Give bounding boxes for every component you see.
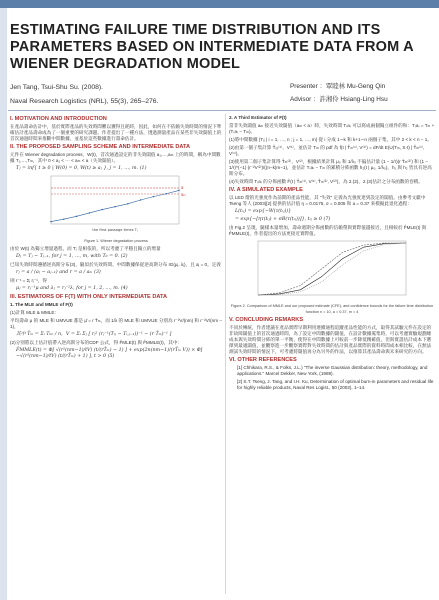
figure-2-caption: Figure 2. Comparison of MMLE and our proposed estimate (CFE), and confidence bounds for the failure time distribution function n = 10, a = 0.37, m = 4 xyxy=(230,304,434,314)
equation-7: = exp{−[ητ(tᵢⱼ) + σB(τ(tᵢⱼ))]}, tᵢⱼ ≥ 0 (7) xyxy=(235,217,331,222)
sampling-text-3: 已知失效時間遵循逆高斯分布(3)，隨似於失效時間、中間數據保從逆高斯分布 IG(μⱼ, λⱼ)，且 aⱼ = 0。定義 xyxy=(10,262,221,267)
equation-2: Dⱼ = Tⱼ − Tⱼ₋₁, for j = 1, …, m, with T₀ = 0. (2) xyxy=(16,254,128,259)
cdf-comparison-chart xyxy=(252,239,412,301)
mle-step-2: (2)分別將以上估計值帶入逆高斯分布的CDF 公式，得 F̂MLE(t) 與 F̂MMLE(t)，其中： xyxy=(10,340,183,345)
chart-frame xyxy=(51,176,179,224)
advisor-label: Advisor ：許湘伶 Hsiang-Ling Hsu xyxy=(290,96,388,103)
degradation-point xyxy=(102,209,103,210)
mle-step-1-detail: 平均壽命 μ 的 MLE 和 UMVUE 都是 μ̂ = r T̄ₘ，而 1/λ 的 MLE 和 UMVUE 分別為 r⁻²V/(nm) 和 r⁻²V/(nm − 1)， xyxy=(10,318,222,329)
simulation-text: 以 LED 燈的光強度作為前期的產品性能，其 "失效" 定義為光強度達到設定的閾值。由參考文獻中 Tseng 等人 (2003)[2] 提供的估計值 η = 0.0175, σ = 0.005 和 a = 0.37 來模擬此退化過程： xyxy=(229,195,426,206)
section-title-references: VI. OTHER REFERENCES xyxy=(229,357,297,363)
reference-journal: Naval Research Logistics (NRL), 55(3), 265–276. xyxy=(10,98,159,105)
equation-5: F̂MMLE(t) = Φ[ √(r²(nm−1)/tV) (t/(rT̄ₘ) − 1) ] + exp(2n(nm−1)/(rT̄ₘ V)) × Φ[ −√(r²(nm−1)/tV) (t/(rT̄ₘ) + 1) ], t > 0 (5) xyxy=(16,348,203,359)
reference-1: [1] Chhikara, R.S., & Folks, J.L.) "The inverse Gaussian distribution: theory, methodology, and applications." Marcel Dekker, New York, (1989). xyxy=(237,365,428,376)
wiener-process-chart xyxy=(41,174,191,236)
degradation-point xyxy=(76,216,77,217)
section-title-conclusion: V. CONCLUDING REMARKS xyxy=(229,317,304,323)
degradation-point xyxy=(153,196,154,197)
equation-4: μⱼ = rⱼ⁻¹μ and λⱼ = rⱼ⁻²λ, for j = 1, 2, …, m. (4) xyxy=(16,286,128,291)
reference-authors: Jen Tang, Tsui-Shu Su. (2008). xyxy=(10,84,104,91)
left-accent-bar xyxy=(0,8,7,600)
third-estimator-intro: 當非失效閾值 aₘ 接近失效閾值（aₘ < a）時，失效時間 T₍a₎ 可以寫成兩個獨立組件的和：T₍a₎ = Tₘ + (T₍a₎ − Tₘ)。 xyxy=(229,123,435,134)
mle-step-1: (1)計算 MLE & MMLE： xyxy=(10,310,60,315)
subsection-mle: 1. The MLE and MMLE of F(t) xyxy=(10,302,73,307)
third-estimator-step-4: (4)失效時間 T₍a₎ 的分佈函數 F̂(t | T̂ₘ⁽¹⁾, V⁽¹⁾, T̂ₘ⁽²⁾, V⁽²⁾)，為 2.(2)、2.(3)估計之分布函數的卷積。 xyxy=(229,179,423,184)
degradation-point xyxy=(127,203,128,204)
equation-6: L(tᵢⱼ) = exp{−W(τ(tᵢⱼ))} xyxy=(235,209,292,214)
chart1-xlabel: the first passage times Tⱼ xyxy=(92,228,138,232)
section-title-sampling: II. THE PROPOSED SAMPLING SCHEME AND INTERMEDIATE DATA xyxy=(10,144,191,150)
right-column xyxy=(229,114,435,598)
degradation-point xyxy=(178,190,179,191)
threshold-label-a: a xyxy=(181,185,184,190)
sampling-text-4: 則 r⁻¹ = Σⱼ rⱼ⁻¹，得 xyxy=(10,278,47,283)
poster-title: ESTIMATING FAILURE TIME DISTRIBUTION AND ITS PARAMETERS BASED ON INTERMEDIATE DATA FROM A WIENER DEGRADATION MODEL xyxy=(10,22,414,72)
conclusion-text: 不同於傳統，作者建議在產品實際早期利用連續通程追蹤產品性能的方式，取得其試驗元件在設定的非故障閾值上的首次通過時間，為了設定中間數據的閾值，在設計數據蒐集時，可以考慮實驗規劃總成本與失效時間分佈的單一平衡，使得在中間數據上可較前一步降低精確值，但與實證估計成本下選擇到最適閾值，並觀察進一步觀察實際對失效時間的估計與產品實際的資料時間成本相比較，在無法測試失效時間的情況下，可考慮將閾值再分為另外的作法，以推算其產品壽命與未來研究的方向。 xyxy=(229,325,432,354)
third-estimator-step-3: (3)使用第二個子集計算得 T̂ₘ⁽²⁾、V⁽²⁾，根據結果計算 μ₀ 和 1/λ₀ 不偏估計量 (1 − 1/r)(r T̄ₘ⁽²⁾) 和 (1 − 1/r)^(−1) (r⁻²V⁽²⁾)/((n−k)m−1)，並估計 T₍a₎ − Tₘ 的累積分佈函數 h₂(t | μ₀, 1/λ₀)，h₁ 與 h₂ 皆具有逆高斯分布。 xyxy=(229,159,432,176)
mle-statistics: 其中 T̄ₘ = Σᵢ Tₘᵢ / n，V = Σᵢ Σⱼ [ rⱼ² (rⱼ⁻¹(Tᵢⱼ − Tᵢ,ⱼ₋₁))⁻¹ − (r T̄ₘ)⁻¹ ] xyxy=(16,332,172,337)
figure-1-caption: Figure 1. Wiener degradation process xyxy=(84,239,148,243)
equation-3: rⱼ = a / (aⱼ − aⱼ₋₁) and r = a / aₘ (3) xyxy=(16,270,101,275)
degradation-point xyxy=(50,221,51,222)
reference-2: [2] S.T. Tseng, J. Tang, and I.H. Ku, Determination of optimal burn-in parameters and residual life for highly reliable products, Naval Res Logist., 50 (2003), 1–14. xyxy=(237,379,434,390)
degradation-point xyxy=(89,212,90,213)
equation-1: Tⱼ = inf{ t ≥ 0 | W(0) = 0, W(t) ≥ aⱼ }, j = 1, …, m. (1) xyxy=(16,166,147,171)
sampling-text: 元件在 Wiener degradation process，W(t)，首次通過設定的非失效閾值 a₁,…,aₘ 上的時間，稱為中間數據 T₁,…,Tₘ，其中 0 < a₁ < ⋯ < aₘ < a（失效閾值）。 xyxy=(10,152,221,163)
sampling-text-2: 由於 W(t) 為獨立增量過程，而 Tⱼ 是相依的，所以考慮了平穩且獨立的增量 xyxy=(10,246,161,251)
subsection-third-estimator: 2. A Third Estimator of F(t) xyxy=(229,115,287,120)
section-title-motivation: I. MOTIVATION AND INTRODUCTION xyxy=(10,116,107,122)
column-divider xyxy=(225,114,226,594)
motivation-text: 在產品壽命估計中，基於實際產品的失效時間難以獲得且耗時，因此，如何在不依賴失效時間的情況下準確估計產品壽命成為了一個重要的研究課題。作者提出了一種方法，透過測量產品在某些非失效閾值上的首次通過時間來推斷中間數據，並基於這些數據進行壽命估計。 xyxy=(10,124,222,141)
third-estimator-step-1: (1)將中間數據 {Tᵢⱼ | i = 1, …, n ; j = 1, …, m} 從 i 分成 1∼k 和 k+1∼n 兩個子集，其中 2 < k < n − 1。 xyxy=(229,137,432,142)
top-accent-bar xyxy=(0,0,439,8)
degradation-path-line xyxy=(51,190,179,221)
section-title-simulation: IV. A SIMULATED EXAMPLE xyxy=(229,187,303,193)
degradation-point xyxy=(166,193,167,194)
threshold-label-am: aₘ xyxy=(181,192,186,197)
third-estimator-step-2: (2)由第一個子集計算 T̂₍ᵢ₎⁽¹⁾、V⁽¹⁾，並估計 Tₘ 的 pdf 為 f(t | T̂ₘ⁽¹⁾, V⁽¹⁾) = dF/dt E(U(Tₘ, S·t) | T̂ₘ⁽¹⁾, V⁽¹⁾)。 xyxy=(229,145,425,156)
header-divider xyxy=(8,110,436,111)
degradation-point xyxy=(114,206,115,207)
left-column xyxy=(10,114,222,598)
presenter-label: Presenter ：覃睦林 Mu-Geng Qin xyxy=(290,83,386,90)
degradation-point xyxy=(63,219,64,220)
degradation-point xyxy=(140,199,141,200)
section-title-estimators: III. ESTIMATORS OF F(T) WITH ONLY INTERMEDIATE DATA xyxy=(10,294,168,300)
simulation-text-2: 由 Fig.2 呈現，隨樣本量增加，壽命週期分佈函數的信賴帶與實際值越接近，且相較於 F̂MLE(t) 與 F̂MMLE(t)，作者提出的方法更接近實際值。 xyxy=(229,225,427,236)
